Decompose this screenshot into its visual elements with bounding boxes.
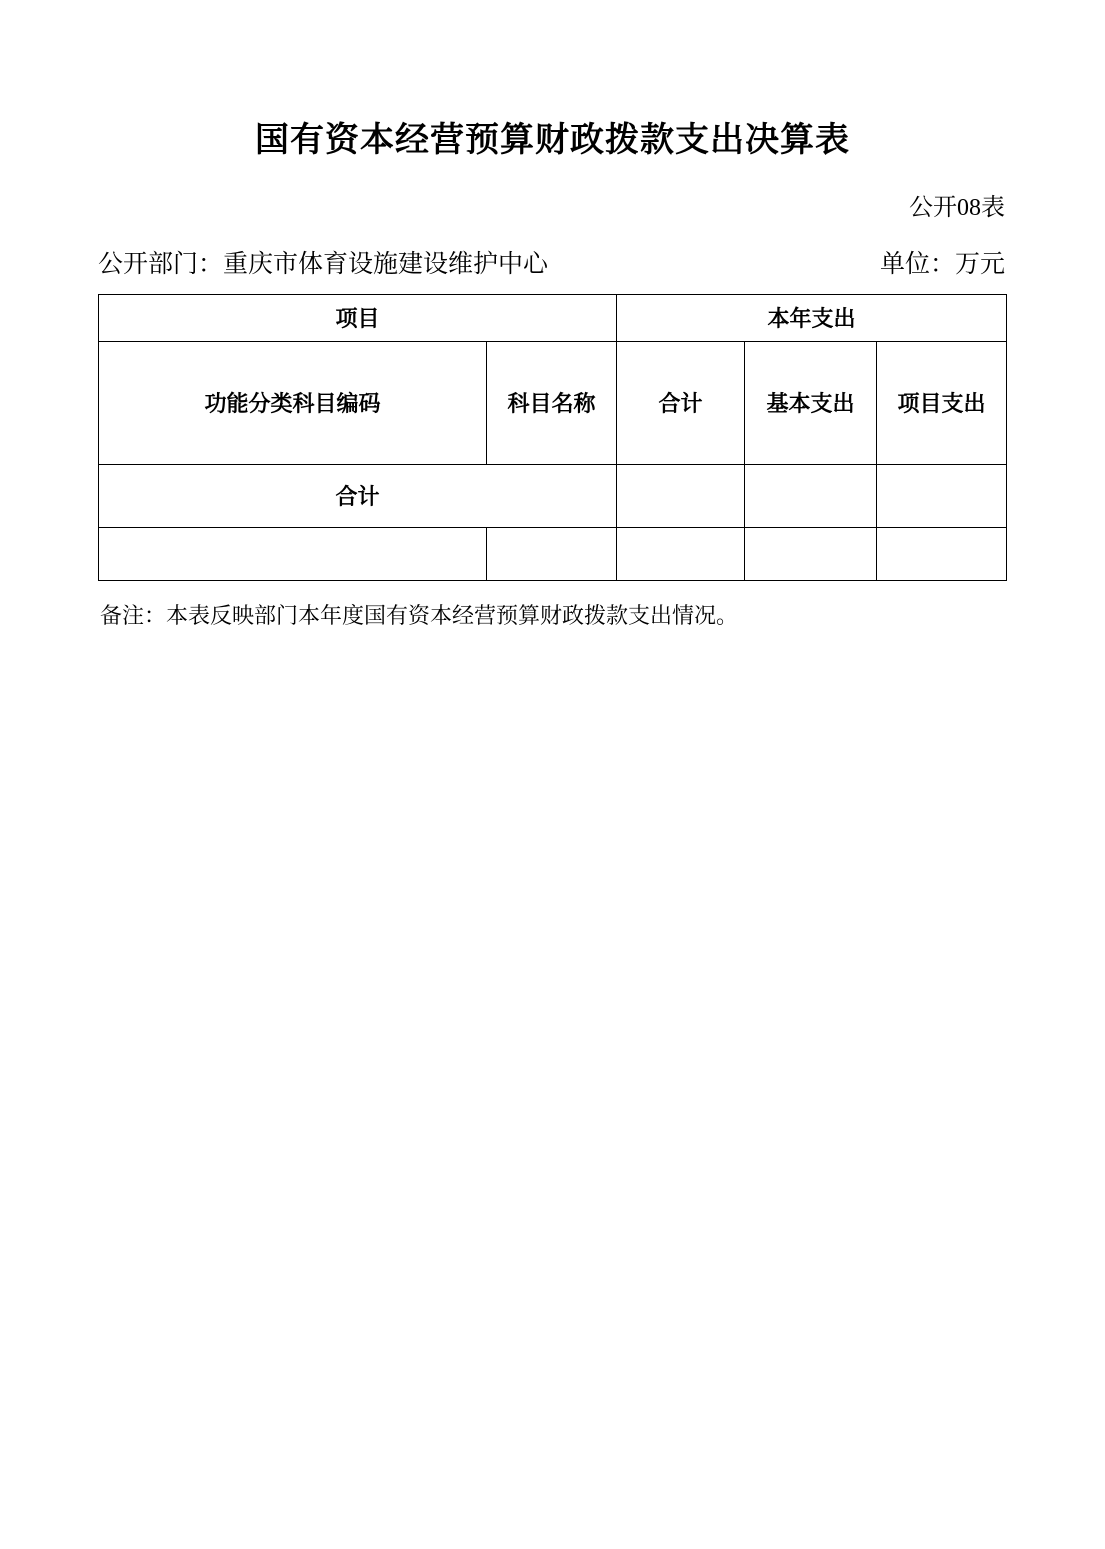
department-name: 重庆市体育设施建设维护中心 <box>223 250 549 278</box>
table-row <box>99 527 1007 580</box>
unit-value: 万元 <box>954 250 1005 278</box>
form-code: 公开08表 <box>909 194 1005 221</box>
department-label: 公开部门： <box>98 250 224 278</box>
table-group-header-row <box>99 294 1007 341</box>
cell-basic <box>745 464 877 527</box>
table-column-header-row <box>99 341 1007 464</box>
expenditure-table <box>98 294 1007 581</box>
group-header-expenditure: 本年支出 <box>617 294 1007 341</box>
column-header-subject-name: 科目名称 <box>487 341 617 464</box>
document-page <box>0 120 1105 1549</box>
column-header-project: 项目支出 <box>877 341 1007 464</box>
row-label-total: 合计 <box>99 464 617 527</box>
department-info <box>98 244 548 280</box>
cell-basic <box>745 527 877 580</box>
cell-total <box>617 527 745 580</box>
column-header-total: 合计 <box>617 341 745 464</box>
document-meta <box>0 244 1105 280</box>
column-header-basic: 基本支出 <box>745 341 877 464</box>
page-title: 国有资本经营预算财政拨款支出决算表 <box>255 121 850 159</box>
cell-total <box>617 464 745 527</box>
column-header-function-code: 功能分类科目编码 <box>99 341 487 464</box>
table-row <box>99 464 1007 527</box>
group-header-item: 项目 <box>99 294 617 341</box>
cell-project <box>877 527 1007 580</box>
cell-subject-name <box>487 527 617 580</box>
table-note: 备注：本表反映部门本年度国有资本经营预算财政拨款支出情况。 <box>100 602 739 628</box>
unit-label: 单位： <box>879 250 955 278</box>
cell-project <box>877 464 1007 527</box>
cell-function-code <box>99 527 487 580</box>
unit-info <box>880 244 1005 280</box>
